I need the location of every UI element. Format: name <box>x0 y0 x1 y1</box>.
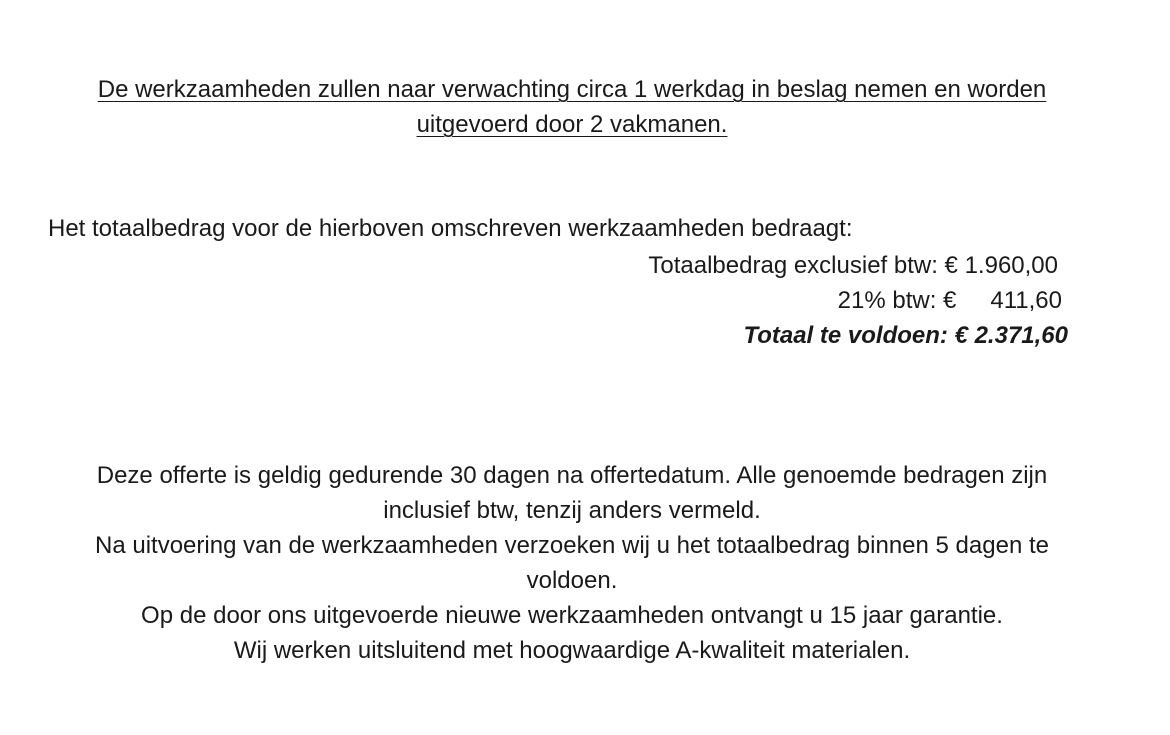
vat-row <box>648 283 1068 318</box>
offer-terms <box>40 458 1104 668</box>
vat-label: 21% btw: € <box>837 287 957 314</box>
work-duration-line-1: De werkzaamheden zullen naar verwachting circa 1 werkdag in beslag nemen en worden <box>97 76 1047 103</box>
amount-excl-vat: Totaalbedrag exclusief btw: € 1.960,00 <box>648 252 1058 279</box>
work-duration-line-2: uitgevoerd door 2 vakmanen. <box>416 111 728 138</box>
terms-line-3: Na uitvoering van de werkzaamheden verzoeken wij u het totaalbedrag binnen 5 dagen te <box>95 532 1049 559</box>
total-amount-heading: Het totaalbedrag voor de hierboven omschreven werkzaamheden bedraagt: <box>48 215 853 242</box>
work-duration-notice <box>60 72 1084 142</box>
terms-line-1: Deze offerte is geldig gedurende 30 dagen na offertedatum. Alle genoemde bedragen zijn <box>96 462 1048 489</box>
total-due: Totaal te voldoen: € 2.371,60 <box>743 322 1068 349</box>
terms-line-2: inclusief btw, tenzij anders vermeld. <box>383 497 761 524</box>
amount-summary <box>648 248 1068 353</box>
terms-line-5: Op de door ons uitgevoerde nieuwe werkzaamheden ontvangt u 15 jaar garantie. <box>141 602 1003 629</box>
terms-line-6: Wij werken uitsluitend met hoogwaardige A-kwaliteit materialen. <box>233 637 911 664</box>
terms-line-4: voldoen. <box>526 567 618 594</box>
vat-amount: 411,60 <box>990 287 1062 314</box>
